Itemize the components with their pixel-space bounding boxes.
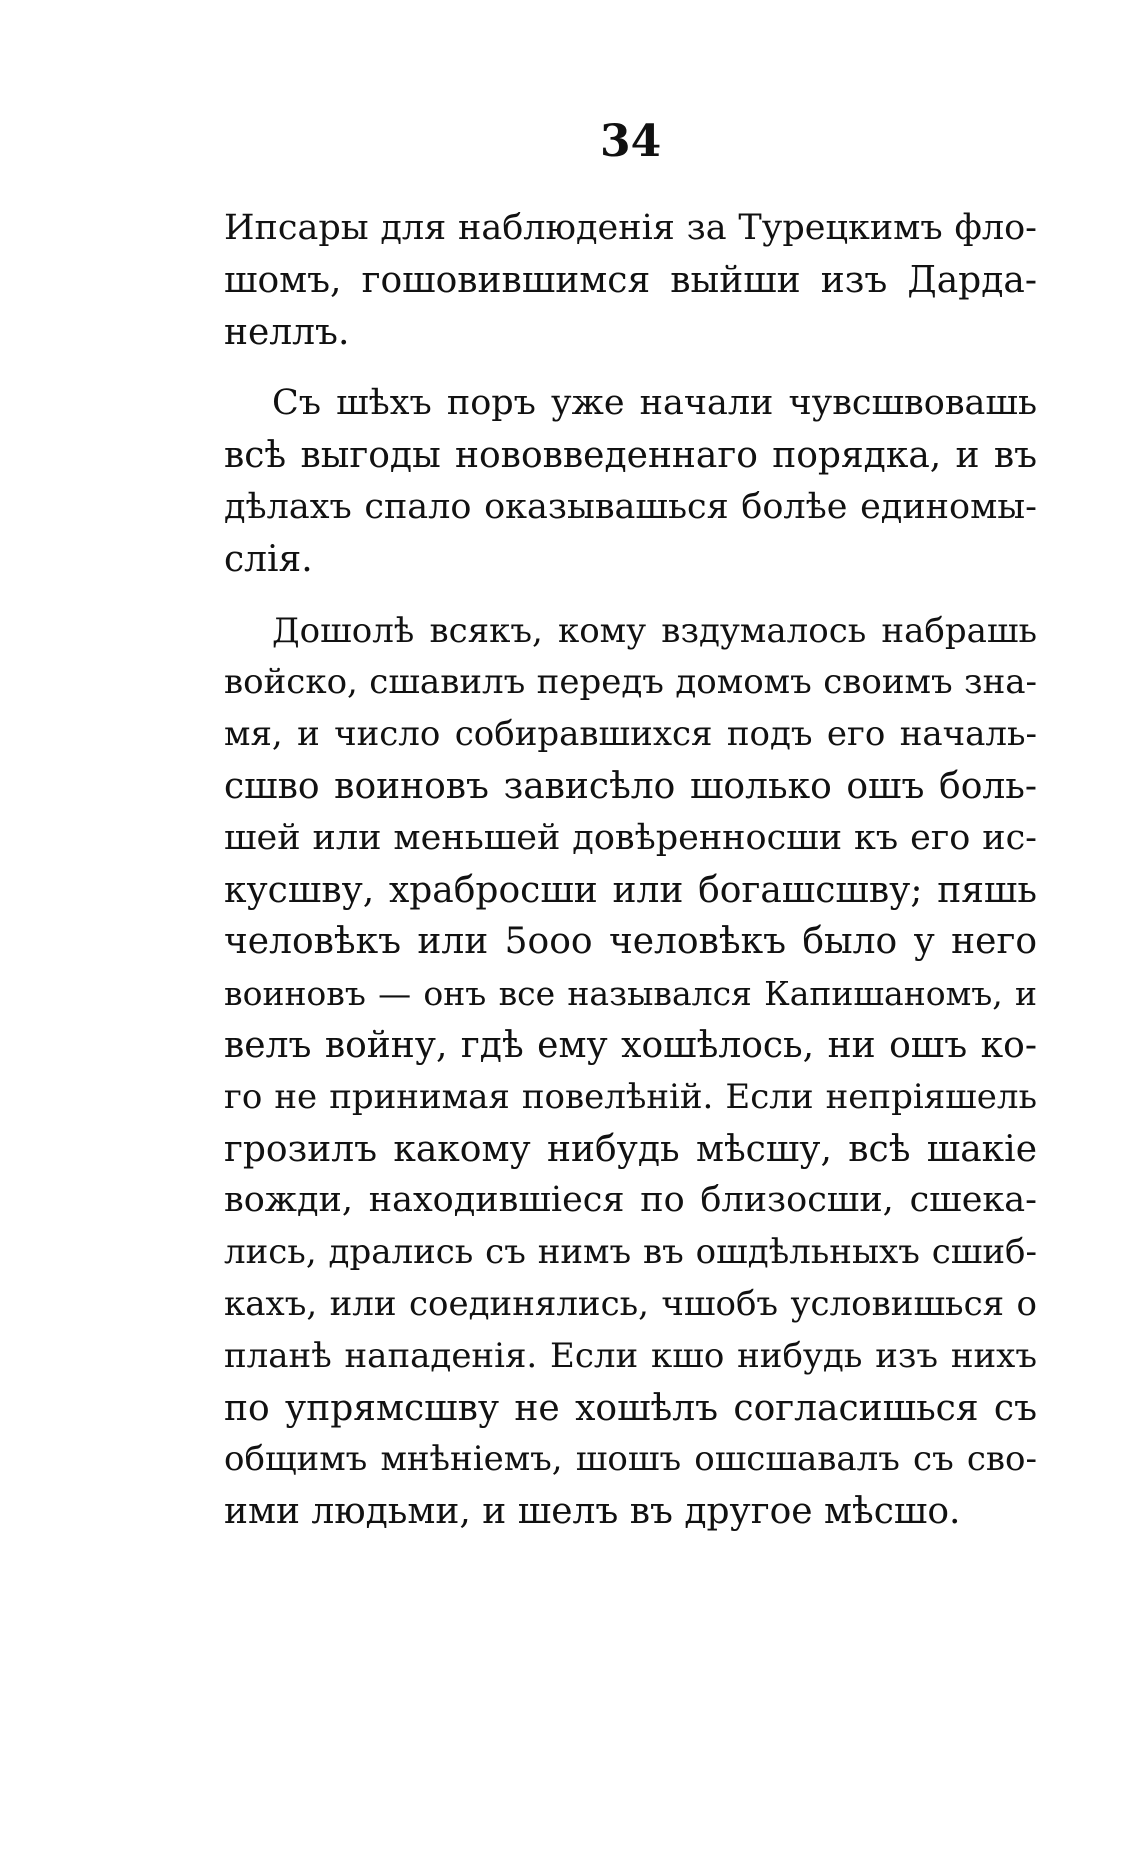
page-number: 34 [600, 116, 662, 167]
text-line: Съ шѣхъ поръ уже начали чувсшвовашь [272, 383, 1037, 424]
text-line: сшво воиновъ зависѣло шолько ошъ боль- [224, 765, 1037, 807]
text-line: велъ войну, гдѣ ему хошѣлось, ни ошъ ко- [224, 1024, 1037, 1066]
text-line: войско, сшавилъ передъ домомъ своимъ зна- [224, 662, 1037, 703]
text-line: по упрямсшву не хошѣлъ согласишься съ [224, 1387, 1037, 1429]
text-line: Дошолѣ всякъ, кому вздумалось набрашь [272, 610, 1037, 651]
text-line: лись, дрались съ нимъ въ ошдѣльныхъ сшиб- [224, 1232, 1037, 1273]
text-line: дѣлахъ спало оказывашься болѣе единомы- [224, 486, 1037, 527]
text-line: мя, и число собиравшихся подъ его началь- [224, 714, 1037, 755]
text-line: общимъ мнѣніемъ, шошъ ошсшавалъ съ сво- [224, 1439, 1037, 1480]
text-line: шей или меньшей довѣренносши къ его ис- [224, 817, 1037, 858]
paragraph [224, 606, 1037, 1538]
text-line: планѣ нападенія. Если кшо нибудь изъ нихъ [224, 1335, 1037, 1376]
text-line: воиновъ — онъ все назывался Капишаномъ, и [224, 974, 1037, 1014]
text-line: кусшву, храбросши или богашсшву; пяшь [224, 869, 1037, 911]
body-text [224, 203, 1037, 1538]
text-line: кахъ, или соединялись, чшобъ условишься о [224, 1283, 1037, 1324]
text-line: грозилъ какому нибудь мѣсшу, всѣ шакіе [224, 1128, 1037, 1170]
text-line: го не принимая повелѣній. Если непріяшель [224, 1076, 1037, 1117]
text-line: слія. [224, 538, 313, 580]
paragraph [224, 203, 1037, 358]
text-line: вожди, находившіеся по близосши, сшека- [224, 1180, 1037, 1221]
text-line: Ипсары для наблюденія за Турецкимъ фло- [224, 208, 1037, 248]
text-line: шомъ, гошовившимся выйши изъ Дарда- [224, 259, 1037, 301]
paragraph [224, 378, 1037, 585]
text-line: неллъ. [224, 311, 350, 353]
text-line: человѣкъ или 5ооо человѣкъ было у него [224, 921, 1037, 963]
text-line: ими людьми, и шелъ въ другое мѣсшо. [224, 1491, 961, 1533]
text-line: всѣ выгоды нововведеннаго порядка, и въ [224, 435, 1037, 477]
